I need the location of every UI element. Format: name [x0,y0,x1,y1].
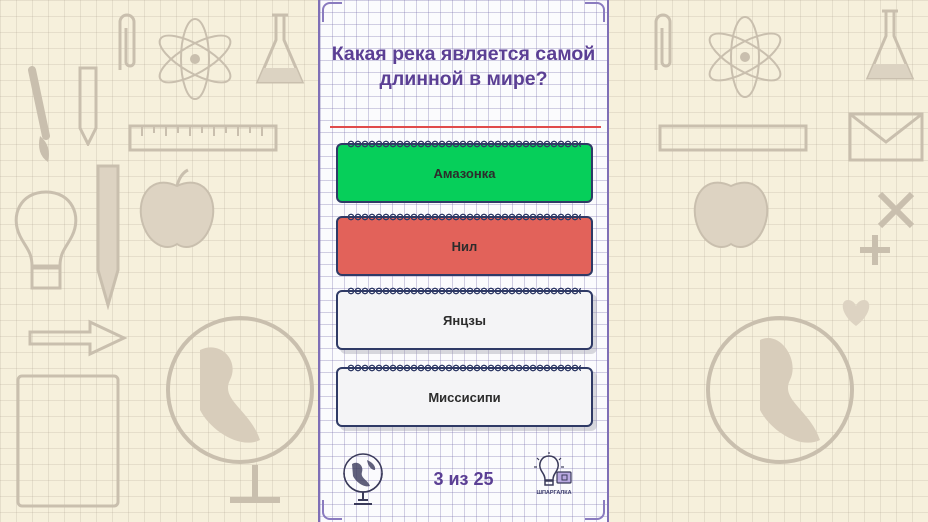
divider-line [330,126,601,128]
ruler-doodle-icon [128,124,278,152]
hint-button[interactable] [533,452,575,495]
hint-label: ШПАРГАЛКА [536,490,572,496]
lightbulb-doodle-icon [6,186,86,306]
progress-counter: 3 из 25 [433,469,494,489]
apple-doodle-right-icon [686,166,776,256]
paperclip-doodle-right-icon [648,10,678,80]
frame-corner [322,500,342,520]
frame-corner [585,2,605,22]
pencil-doodle-icon [76,66,100,146]
frame-corner [585,500,605,520]
pen-doodle-icon [88,160,128,310]
globe-doodle-right-icon [700,300,860,520]
apple-doodle-icon [132,166,222,256]
answer-option-4[interactable] [336,367,593,427]
answer-option-3[interactable] [336,290,593,350]
answer-label: Амазонка [433,165,496,181]
arrow-doodle-icon [28,318,128,358]
flask-doodle-icon [250,10,310,90]
answer-option-2[interactable] [336,216,593,276]
question-text: Какая река является самой длинной в мире? [331,43,596,90]
answer-option-1[interactable] [336,143,593,203]
globe-doodle-icon [160,300,320,520]
brush-doodle-icon [18,66,68,166]
atom-doodle-right-icon [700,10,790,105]
envelope-doodle-icon [848,112,924,162]
answer-label: Янцзы [443,312,486,328]
flask-doodle-right-icon [860,6,920,86]
notebook-doodle-icon [14,372,124,512]
atom-doodle-icon [150,12,240,107]
answer-label: Миссисипи [428,389,501,405]
quiz-panel [318,0,609,522]
paperclip-doodle-icon [112,10,142,80]
answer-label: Нил [451,238,478,254]
math-signs-doodle-icon [850,190,920,270]
lightbulb-icon [533,452,575,490]
frame-corner [322,2,342,22]
ruler-doodle-right-icon [658,124,808,152]
